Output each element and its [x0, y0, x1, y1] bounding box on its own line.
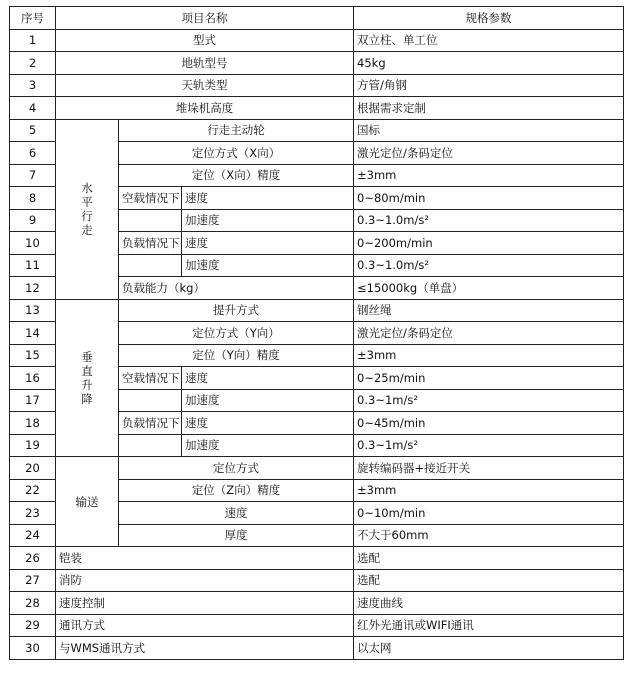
- row-no: 18: [10, 412, 56, 435]
- row-no: 29: [10, 614, 56, 637]
- table-row: [10, 592, 624, 615]
- row-spec: 旋转编码器+接近开关: [354, 457, 624, 480]
- row-item: 速度: [182, 412, 354, 435]
- row-item: 速度控制: [56, 592, 354, 615]
- row-spec: 0~45m/min: [354, 412, 624, 435]
- row-no: 1: [10, 29, 56, 52]
- table-row: [10, 52, 624, 75]
- row-sub: [119, 254, 182, 277]
- table-row: [10, 74, 624, 97]
- row-item: 定位方式（Y向）: [119, 322, 354, 345]
- row-spec: 方管/角钢: [354, 74, 624, 97]
- row-item: 加速度: [182, 389, 354, 412]
- table-row: [10, 119, 624, 142]
- row-spec: 激光定位/条码定位: [354, 322, 624, 345]
- row-no: 24: [10, 524, 56, 547]
- row-no: 5: [10, 119, 56, 142]
- row-spec: 以太网: [354, 637, 624, 660]
- table-row: [10, 457, 624, 480]
- row-no: 3: [10, 74, 56, 97]
- row-no: 8: [10, 187, 56, 210]
- row-no: 27: [10, 569, 56, 592]
- row-sub: 空载情况下: [119, 187, 182, 210]
- row-spec: ±3mm: [354, 164, 624, 187]
- row-no: 13: [10, 299, 56, 322]
- row-no: 16: [10, 367, 56, 390]
- row-spec: 选配: [354, 569, 624, 592]
- row-spec: 不大于60mm: [354, 524, 624, 547]
- row-no: 23: [10, 502, 56, 525]
- row-spec: 根据需求定制: [354, 97, 624, 120]
- row-spec: 0~200m/min: [354, 232, 624, 255]
- row-spec: 速度曲线: [354, 592, 624, 615]
- row-no: 9: [10, 209, 56, 232]
- row-item: 定位方式: [119, 457, 354, 480]
- row-spec: 0~80m/min: [354, 187, 624, 210]
- row-item: 消防: [56, 569, 354, 592]
- row-item: 铠装: [56, 547, 354, 570]
- row-item: 速度: [182, 367, 354, 390]
- row-spec: 0.3~1m/s²: [354, 389, 624, 412]
- row-spec: 红外光通讯或WIFI通讯: [354, 614, 624, 637]
- table-row: [10, 97, 624, 120]
- row-no: 15: [10, 344, 56, 367]
- row-no: 10: [10, 232, 56, 255]
- row-item: 地轨型号: [56, 52, 354, 75]
- header-no: 序号: [10, 7, 56, 30]
- table-row: [10, 29, 624, 52]
- row-spec: 国标: [354, 119, 624, 142]
- row-spec: ±3mm: [354, 479, 624, 502]
- row-item: 提升方式: [119, 299, 354, 322]
- row-no: 19: [10, 434, 56, 457]
- header-spec: 规格参数: [354, 7, 624, 30]
- table-row: [10, 569, 624, 592]
- row-item: 速度: [119, 502, 354, 525]
- group-conveying: 输送: [56, 457, 119, 547]
- table-row: [10, 547, 624, 570]
- row-spec: ≤15000kg（单盘）: [354, 277, 624, 300]
- row-no: 12: [10, 277, 56, 300]
- row-no: 28: [10, 592, 56, 615]
- row-item: 堆垛机高度: [56, 97, 354, 120]
- row-item: 加速度: [182, 434, 354, 457]
- row-spec: 0.3~1m/s²: [354, 434, 624, 457]
- row-item: 行走主动轮: [119, 119, 354, 142]
- row-spec: 0~25m/min: [354, 367, 624, 390]
- row-item: 定位（Y向）精度: [119, 344, 354, 367]
- row-sub: [119, 434, 182, 457]
- row-spec: 双立柱、单工位: [354, 29, 624, 52]
- row-item: 速度: [182, 187, 354, 210]
- row-spec: 选配: [354, 547, 624, 570]
- row-no: 4: [10, 97, 56, 120]
- row-sub: 空载情况下: [119, 367, 182, 390]
- row-item: 定位方式（X向）: [119, 142, 354, 165]
- spec-table: [9, 6, 624, 660]
- row-item: 厚度: [119, 524, 354, 547]
- row-spec: ±3mm: [354, 344, 624, 367]
- row-item: 定位（X向）精度: [119, 164, 354, 187]
- table-row: [10, 299, 624, 322]
- row-no: 17: [10, 389, 56, 412]
- row-no: 22: [10, 479, 56, 502]
- row-no: 7: [10, 164, 56, 187]
- row-no: 20: [10, 457, 56, 480]
- row-sub: [119, 389, 182, 412]
- row-no: 11: [10, 254, 56, 277]
- row-item: 天轨类型: [56, 74, 354, 97]
- group-horizontal: 水平行走: [56, 119, 119, 299]
- table-row: [10, 614, 624, 637]
- table-row: [10, 637, 624, 660]
- row-spec: 0~10m/min: [354, 502, 624, 525]
- row-spec: 0.3~1.0m/s²: [354, 209, 624, 232]
- group-vertical: 垂直升降: [56, 299, 119, 457]
- row-item: 与WMS通讯方式: [56, 637, 354, 660]
- row-item: 加速度: [182, 254, 354, 277]
- row-item: 通讯方式: [56, 614, 354, 637]
- row-item: 负载能力（kg）: [119, 277, 354, 300]
- row-spec: 45kg: [354, 52, 624, 75]
- row-spec: 钢丝绳: [354, 299, 624, 322]
- row-no: 14: [10, 322, 56, 345]
- row-item: 速度: [182, 232, 354, 255]
- row-item: 定位（Z向）精度: [119, 479, 354, 502]
- row-no: 6: [10, 142, 56, 165]
- header-row: [10, 7, 624, 30]
- row-no: 26: [10, 547, 56, 570]
- row-sub: [119, 209, 182, 232]
- row-spec: 0.3~1.0m/s²: [354, 254, 624, 277]
- row-item: 型式: [56, 29, 354, 52]
- row-no: 2: [10, 52, 56, 75]
- row-no: 30: [10, 637, 56, 660]
- row-sub: 负载情况下: [119, 412, 182, 435]
- row-item: 加速度: [182, 209, 354, 232]
- row-spec: 激光定位/条码定位: [354, 142, 624, 165]
- row-sub: 负载情况下: [119, 232, 182, 255]
- header-item: 项目名称: [56, 7, 354, 30]
